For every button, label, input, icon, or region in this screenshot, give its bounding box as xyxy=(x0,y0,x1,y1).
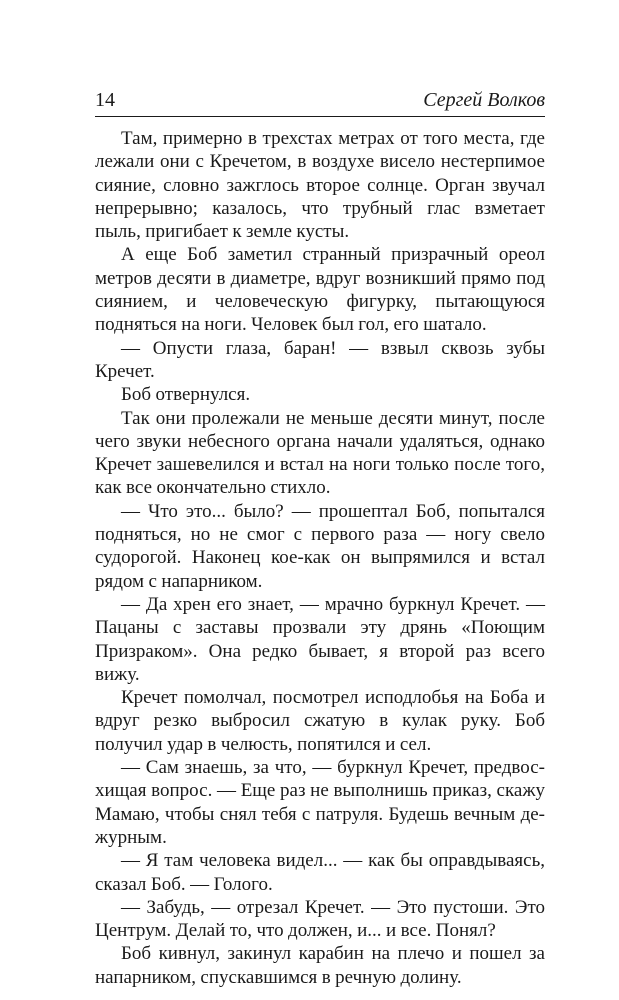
page-number: 14 xyxy=(95,89,115,111)
paragraph: Кречет помолчал, посмотрел исподлобья на Боба и вдруг резко выбросил сжатую в кулак руку. Боб получил удар в челюсть, попятился и сел. xyxy=(95,687,545,755)
paragraph: — Забудь, — отрезал Кречет. — Это пустоши. Это Центрум. Делай то, что должен, и... и все. Понял? xyxy=(95,896,545,942)
paragraph: Так они пролежали не меньше десяти минут, после чего звуки небесного органа начали удаляться, однако Кречет зашевелился и встал на ноги только после того, как все окончательно стихло. xyxy=(95,407,545,499)
paragraph: — Опусти глаза, баран! — взвыл сквозь зубы Кречет. xyxy=(95,337,545,382)
paragraph: — Что это... было? — прошептал Боб, попытался подняться, но не смог с первого раза — ногу свело судорогой. Наконец кое-как он выпрямился и встал рядом с напарником. xyxy=(95,500,545,592)
running-head-author: Сергей Волков xyxy=(423,89,545,111)
book-page xyxy=(95,88,545,989)
paragraph: — Сам знаешь, за что, — буркнул Кречет, предвосхищая вопрос. — Еще раз не выполнишь приказ, скажу Мамаю, чтобы снял тебя с патруля. Будешь вечным дежурным. xyxy=(95,757,545,848)
paragraph: Там, примерно в трехстах метрах от того места, где лежали они с Кречетом, в воздухе висело нестерпимое сияние, словно зажглось второе солнце. Орган звучал непрерывно; казалось, что трубный глас взметает пыль, пригибает к земле кусты. xyxy=(95,128,545,243)
paragraph: А еще Боб заметил странный призрачный ореол метров десяти в диаметре, вдруг возникший прямо под сиянием, и человеческую фигурку, пытающуюся подняться на ноги. Человек был гол, его шатало. xyxy=(95,244,545,336)
paragraph: Боб кивнул, закинул карабин на плечо и пошел за напарником, спускавшимся в речную долину. xyxy=(95,943,545,988)
body-text xyxy=(95,127,545,989)
page-header xyxy=(95,88,545,117)
paragraph: — Да хрен его знает, — мрачно буркнул Кречет. — Пацаны с заставы прозвали эту дрянь «Поющим Призраком». Она редко бывает, я второй раз всего вижу. xyxy=(95,593,545,685)
paragraph: Боб отвернулся. xyxy=(121,384,251,406)
paragraph: — Я там человека видел... — как бы оправдываясь, сказал Боб. — Голого. xyxy=(95,850,545,895)
